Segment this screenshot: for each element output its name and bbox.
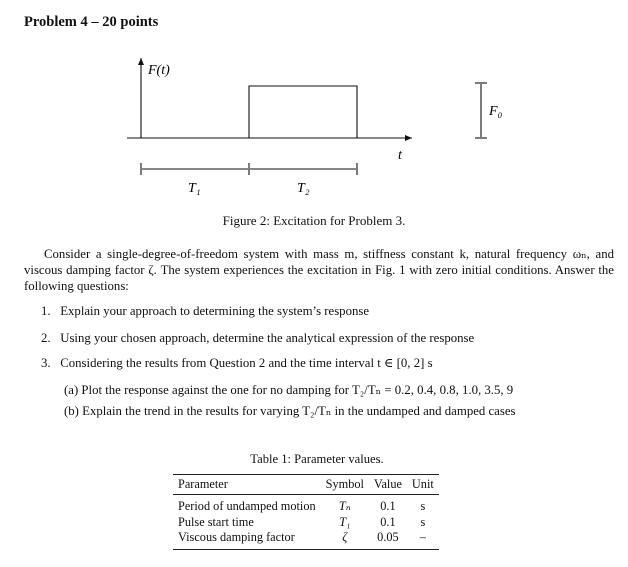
interval-1-label: T₁ — [188, 181, 201, 196]
excitation-figure — [0, 0, 628, 210]
y-axis-label: F(t) — [148, 63, 170, 78]
x-axis-label: t — [398, 148, 402, 163]
interval-2-label: T₂ — [297, 181, 310, 196]
table-row — [173, 530, 439, 549]
figure-caption: Figure 2: Excitation for Problem 3. — [222, 213, 406, 228]
table-caption: Table 1: Parameter values. — [250, 452, 384, 466]
cell-unit: s — [420, 499, 426, 514]
question-3 — [41, 356, 433, 371]
subquestion-a — [64, 383, 513, 398]
table-header-row — [173, 475, 439, 495]
pulse-shape — [249, 86, 357, 138]
cell-symbol: ζ — [321, 530, 369, 549]
cell-value: 0.1 — [380, 514, 396, 529]
cell-parameter: Viscous damping factor — [173, 530, 321, 549]
subquestion-label: (a) — [64, 383, 79, 397]
cell-unit: – — [407, 530, 439, 549]
cell-parameter: Period of undamped motion — [178, 499, 316, 514]
intro-paragraph: Consider a single-degree-of-freedom system with mass m, stiffness constant k, natural frequency ωₙ, and viscous damping factor ζ. The system experiences the excitation in Fig. 1 with zero initial conditions. Answer the following questions: — [24, 247, 614, 293]
header-unit: Unit — [407, 475, 439, 495]
header-parameter: Parameter — [173, 475, 321, 495]
header-value: Value — [369, 475, 407, 495]
question-text: Considering the results from Question 2 and the time interval t ∈ [0, 2] s — [60, 356, 433, 370]
subquestion-text: Explain the trend in the results for varying T₂/Tₙ in the undamped and damped cases — [82, 404, 516, 418]
question-1 — [41, 304, 369, 319]
interval-dimension-2 — [250, 163, 357, 175]
table-row — [173, 515, 439, 531]
cell-parameter: Pulse start time — [178, 514, 254, 529]
problem-title: Problem 4 – 20 points — [24, 14, 159, 30]
cell-symbol: Tₙ — [338, 499, 351, 514]
subquestion-text: Plot the response against the one for no damping for T₂/Tₙ = 0.2, 0.4, 0.8, 1.0, 3.5, 9 — [81, 383, 514, 397]
cell-symbol: T₁ — [339, 514, 351, 529]
header-symbol: Symbol — [321, 475, 369, 495]
question-text: Explain your approach to determining the system’s response — [60, 304, 370, 318]
cell-value: 0.05 — [369, 530, 407, 549]
table-row — [173, 495, 439, 515]
question-number: 3. — [41, 356, 51, 370]
question-number: 1. — [41, 304, 51, 318]
question-number: 2. — [41, 331, 51, 345]
subquestion-label: (b) — [64, 404, 79, 418]
cell-unit: s — [420, 514, 426, 529]
question-2 — [41, 331, 474, 346]
amplitude-label: F₀ — [489, 104, 503, 119]
subquestion-b — [64, 404, 516, 419]
parameter-table — [173, 474, 439, 550]
question-text: Using your chosen approach, determine the analytical expression of the response — [60, 331, 475, 345]
cell-value: 0.1 — [380, 499, 396, 514]
amplitude-dimension — [475, 83, 487, 138]
interval-dimension-1 — [141, 163, 249, 175]
